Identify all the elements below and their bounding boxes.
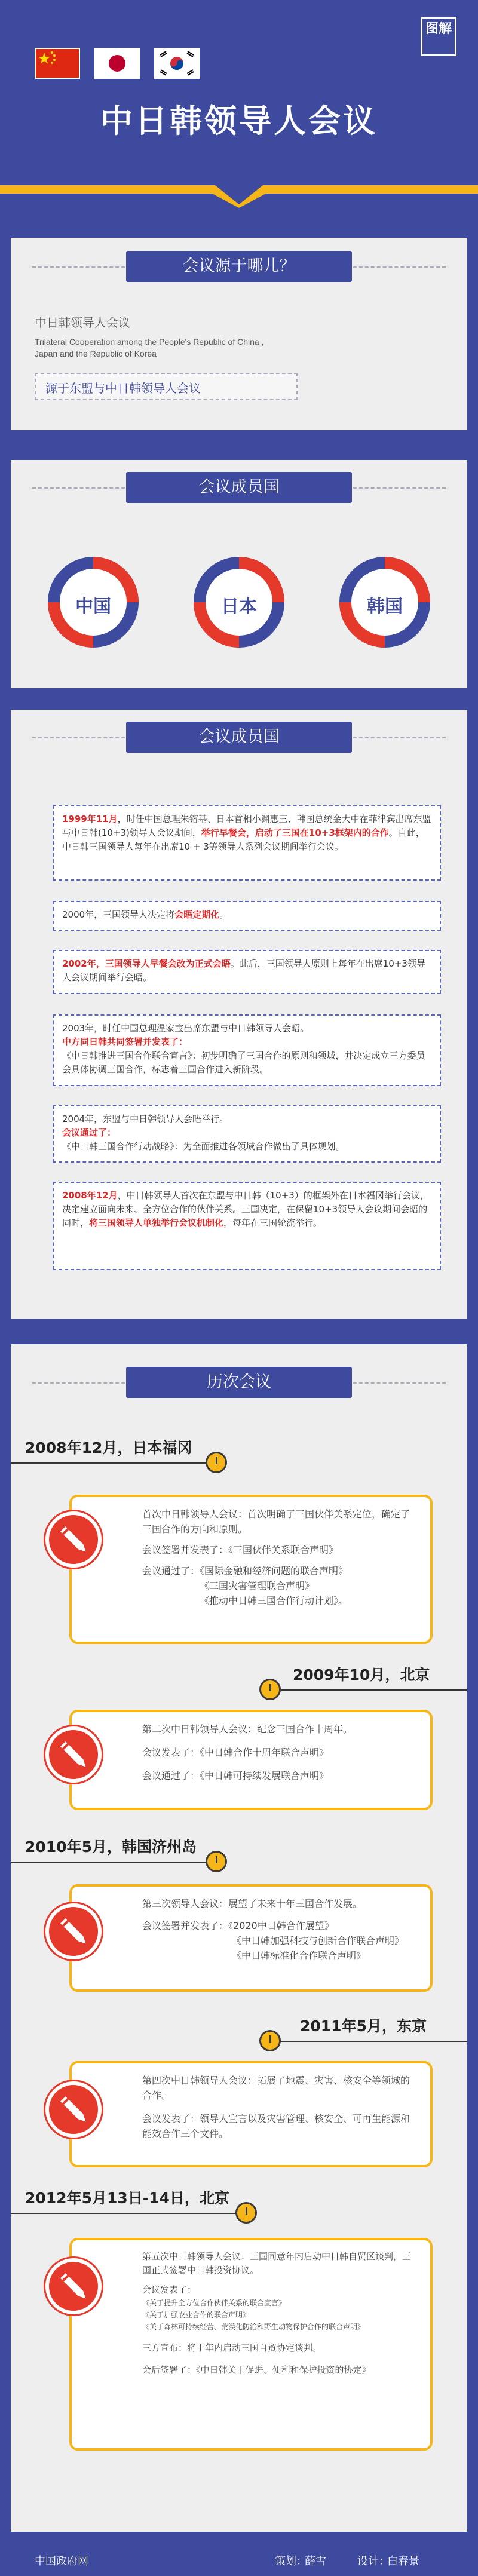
history-1999: 1999年11月，时任中国总理朱镕基、日本首相小渊惠三、韩国总统金大中在菲律宾出席东盟与中日韩(10+3)领导人会议期间，举行早餐会，启动了三国在10+3框架内的合作。自此，中日韩三国领导人每年在出席10 + 3等领导人系列会议期间举行会议。 (53, 805, 441, 881)
origin-subtitle-box (35, 373, 298, 400)
clock-icon (235, 2202, 257, 2224)
history-2004: 2004年，东盟与中日韩领导人会晤举行。 会议通过了： 《中日韩三国合作行动战略》：为全面推进各领域合作做出了具体规划。 (53, 1105, 441, 1163)
history-2003: 2003年，时任中国总理温家宝出席东盟与中日韩领导人会晤。 中方同日韩共同签署并发表了： 《中日韩推进三国合作联合宣言》：初步明确了三国合作的原则和领域，并决定成立三方委员会具体协调三国合作，标志着三国合作进入新阶段。 (53, 1014, 441, 1086)
meeting-4-card: 第四次中日韩领导人会议：拓展了地震、灾害、核安全等领域的合作。 会议发表了：领导人宣言以及灾害管理、核安全、可再生能源和能效合作三个文件。 (69, 2061, 433, 2167)
member-china: 中国 (75, 596, 111, 617)
origin-subtitle: 源于东盟与中日韩领导人会议 (45, 381, 201, 395)
meeting-3-card: 第三次领导人会议：展望了未来十年三国合作发展。 会议签署并发表了：《2020中日韩合作展望》 《中日韩加强科技与创新合作联合声明》 《中日韩标准化合作联合声明》 (69, 1884, 433, 1992)
origin-heading: 会议源于哪儿？ (126, 251, 352, 282)
member-japan: 日本 (221, 596, 257, 617)
china-flag-icon (35, 48, 80, 79)
origin-section (11, 238, 467, 430)
meeting-1-date: 2008年12月，日本福冈 (25, 1439, 192, 1456)
meeting-5-date: 2012年5月13日-14日，北京 (25, 2189, 229, 2207)
members-section (11, 460, 467, 688)
timeline-line (11, 1462, 215, 1464)
meeting-4-date: 2011年5月，东京 (300, 2017, 427, 2035)
meeting-name-en-2: Japan and the Republic of Korea (35, 349, 157, 358)
meeting-name-en-1: Trilateral Cooperation among the People's Republic of China , (35, 337, 264, 346)
meeting-2-card: 第二次中日韩领导人会议：纪念三国合作十周年。 会议发表了：《中日韩合作十周年联合声明》 会议通过了：《中日韩可持续发展联合声明》 (69, 1710, 433, 1810)
history-2008: 2008年12月，中日韩领导人首次在东盟与中日韩（10+3）的框架外在日本福冈举行会议，决定建立面向未来、全方位合作的伙伴关系。三国决定，在保留10+3领导人会议期间会晤的同时，将三国领导人单独举行会议机制化，每年在三国轮流举行。 (53, 1182, 441, 1270)
pen-icon (45, 1511, 102, 1568)
meeting-1-card: 首次中日韩领导人会议：首次明确了三国伙伴关系定位，确定了三国合作的方向和原则。 会议签署并发表了：《三国伙伴关系联合声明》 会议通过了：《国际金融和经济问题的联合声明》 《三国灾害管理联合声明》 《推动中日韩三国合作行动计划》。 (69, 1495, 433, 1644)
pen-icon (45, 2258, 102, 2314)
illustrated-badge: 图解 (421, 17, 456, 56)
korea-flag-icon (154, 48, 200, 79)
members-heading: 会议成员国 (126, 472, 352, 503)
pen-icon (45, 2081, 102, 2138)
meeting-2-date: 2009年10月，北京 (293, 1666, 430, 1683)
footer-designer-label: 设计： (357, 2555, 390, 2568)
history-section (11, 710, 467, 1319)
timeline-line (11, 1862, 215, 1863)
meeting-5-card: 第五次中日韩领导人会议：三国同意年内启动中日韩自贸区谈判，三国正式签署中日韩投资协议。 会议发表了： 《关于提升全方位合作伙伴关系的联合宣言》 《关于加强农业合作的联合声明》 《关于森林可持续经营、荒漠化防治和野生动物保护合作的联合声明》 三方宣布：将于年内启动三国自贸协定谈判。 会后签署了：《中日韩关于促进、便利和保护投资的协定》 (69, 2238, 433, 2451)
header-banner (0, 0, 478, 200)
clock-icon (259, 2030, 281, 2051)
japan-flag-icon (94, 48, 140, 79)
meetings-heading: 历次会议 (126, 1367, 352, 1398)
meetings-section (11, 1344, 467, 2532)
footer (0, 2542, 478, 2576)
footer-planner: 薛雪 (305, 2555, 326, 2568)
footer-designer: 白春景 (387, 2555, 419, 2568)
meeting-3-date: 2010年5月，韩国济州岛 (25, 1838, 197, 1856)
page-title: 中日韩领导人会议 (100, 102, 378, 140)
history-heading: 会议成员国 (126, 722, 352, 753)
timeline-line (11, 2213, 245, 2214)
footer-source: 中国政府网 (35, 2555, 88, 2568)
timeline-line (268, 2041, 467, 2042)
pen-icon (45, 1726, 102, 1783)
clock-icon (206, 1851, 227, 1872)
history-2002: 2002年，三国领导人早餐会改为正式会晤。此后，三国领导人原则上每年在出席10+3领导人会议期间举行会晤。 (53, 950, 441, 994)
pen-icon (45, 1903, 102, 1959)
timeline-line (268, 1689, 467, 1691)
clock-icon (206, 1452, 227, 1473)
header-ribbon (0, 185, 478, 208)
member-korea: 韩国 (367, 596, 403, 617)
footer-planner-label: 策划： (275, 2555, 307, 2568)
history-2000: 2000年，三国领导人决定将会晤定期化。 (53, 901, 441, 931)
clock-icon (259, 1679, 281, 1700)
meeting-name-cn: 中日韩领导人会议 (35, 315, 130, 330)
